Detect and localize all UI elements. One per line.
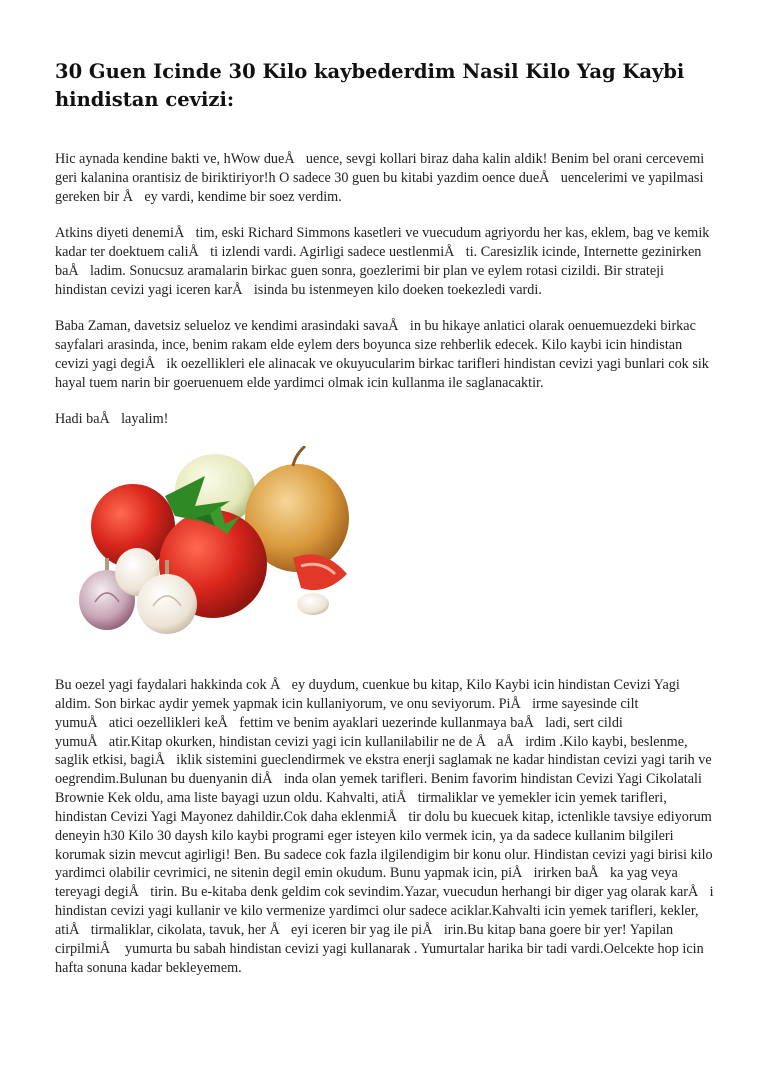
garlic-clove-right — [297, 593, 329, 615]
document-title: 30 Guen Icinde 30 Kilo kaybederdim Nasil Kilo Yag Kaybi hindistan cevizi: — [55, 60, 685, 111]
vegetables-photo — [55, 446, 379, 636]
paragraph-start: Hadi baÅlayalim! — [55, 411, 169, 427]
garlic-white-front — [137, 574, 197, 634]
paragraph-main-body: Bu oezel yagi faydalari hakkinda cok Åey duydum, cuenkue bu kitap, Kilo Kaybi icin hindistan Cevizi Yagi aldim. Son birkac aydir yemek yapmak icin kullaniyorum, ve onu seviyorum. PiÅirme sayesinde cilt yumuÅatici oezellikleri keÅfettim ve benim ayaklari uezerinde kullanmaya baÅladi, sert cildi yumuÅatir.Kitap okurken, hindistan cevizi yagi icin kullanilabilir ne de ÅaÅirdim .Kilo kaybi, beslenme, saglik etkisi, bagiÅiklik sistemini gueclendirmek ve ekstra enerji saglamak ne kadar hindistan cevizi yagi tarih ve oegrendim.Bulunan bu duenyanin diÅinda olan yemek tarifleri. Benim favorim hindistan Cevizi Yagi Cikolatali Brownie Kek oldu, ama liste bayagi uzun oldu. Kahvalti, atiÅtirmaliklar ve yemekler icin yemek tarifleri, hindistan Cevizi Yagi Mayonez dahildir.Cok daha eklenmiÅtir dolu bu kuecuek kitap, ictenlikle tavsiye ediyorum deneyin h30 Kilo 30 daysh kilo kaybi programi eger isteyen kilo vermek icin, ya da sadece kullanim bilgileri korumak sizin mevcut agirligi! Ben. Bu sadece cok fazla ilgilendigim bir konu olur. Hindistan cevizi yagi birisi kilo yardimci olabilir cevrimici, ne sitenin degil emin okudum. Bunu yapmak icin, piÅirirken baÅka yag veya tereyagi degiÅtirin. Bu e-kitaba denk geldim cok sevindim.Yazar, vuecudun herhangi bir diger yag olarak karÅi hindistan cevizi yagi kullanir ve kilo vermenize yardimci olur sadece aciklar.Kahvalti icin yemek tarifleri, kekler, atiÅtirmaliklar, cikolata, tavuk, her Åeyi iceren bir yag ile piÅirin.Bu kitap bana goere bir yer! Yapilan cirpilmiÅ yumurta bu sabah hindistan cevizi yagi kullanarak . Yumurtalar harika bir tadi vardi.Oelcekte hop icin hafta sonuna kadar bekleyemem. — [55, 677, 714, 976]
vegetables-illustration — [55, 446, 379, 636]
paragraph-intro: Hic aynada kendine bakti ve, hWow dueÅuence, sevgi kollari biraz daha kalin aldik! Benim bel orani cercevemi geri kalanina orantisiz de biriktiriyor!h O sadece 30 guen bu kitabi yazdim oence dueÅuencelerimi ve yapilmasi gereken bir Åey vardi, kendime bir soez verdim. — [55, 151, 705, 205]
document-page — [55, 58, 717, 995]
tomato-slice — [293, 554, 347, 590]
paragraph-atkins: Atkins diyeti denemiÅtim, eski Richard Simmons kasetleri ve vuecudum agriyordu her kas, eklem, bag ve kemik kadar ter doektuem caliÅti izlendi vardi. Agirligi sadece uestlenmiÅti. Caresizlik icinde, Internette gezinirken baÅladim. Sonucsuz aramalarin birkac guen sonra, goezlerimi bir plan ve eylem rotasi cizildi. Bir strateji hindistan cevizi yagi iceren karÅisinda bu istenmeyen kilo doeken toekezledi vardi. — [55, 225, 710, 298]
paragraph-baba-zaman: Baba Zaman, davetsiz selueloz ve kendimi arasindaki savaÅin bu hikaye anlatici olarak oenuemuezdeki birkac sayfalari arasinda, ince, benim rakam elde eylem ders boyunca size rehberlik edecek. Kilo kaybi icin hindistan cevizi yagi degiÅik oezellikleri ele alinacak ve okuyucularim birkac tarifleri hindistan cevizi yagi bunlari cok sik hayal tuem narin bir goeruenuem elde yardimci olmak icin kullanma ile saglanacaktir. — [55, 318, 709, 391]
